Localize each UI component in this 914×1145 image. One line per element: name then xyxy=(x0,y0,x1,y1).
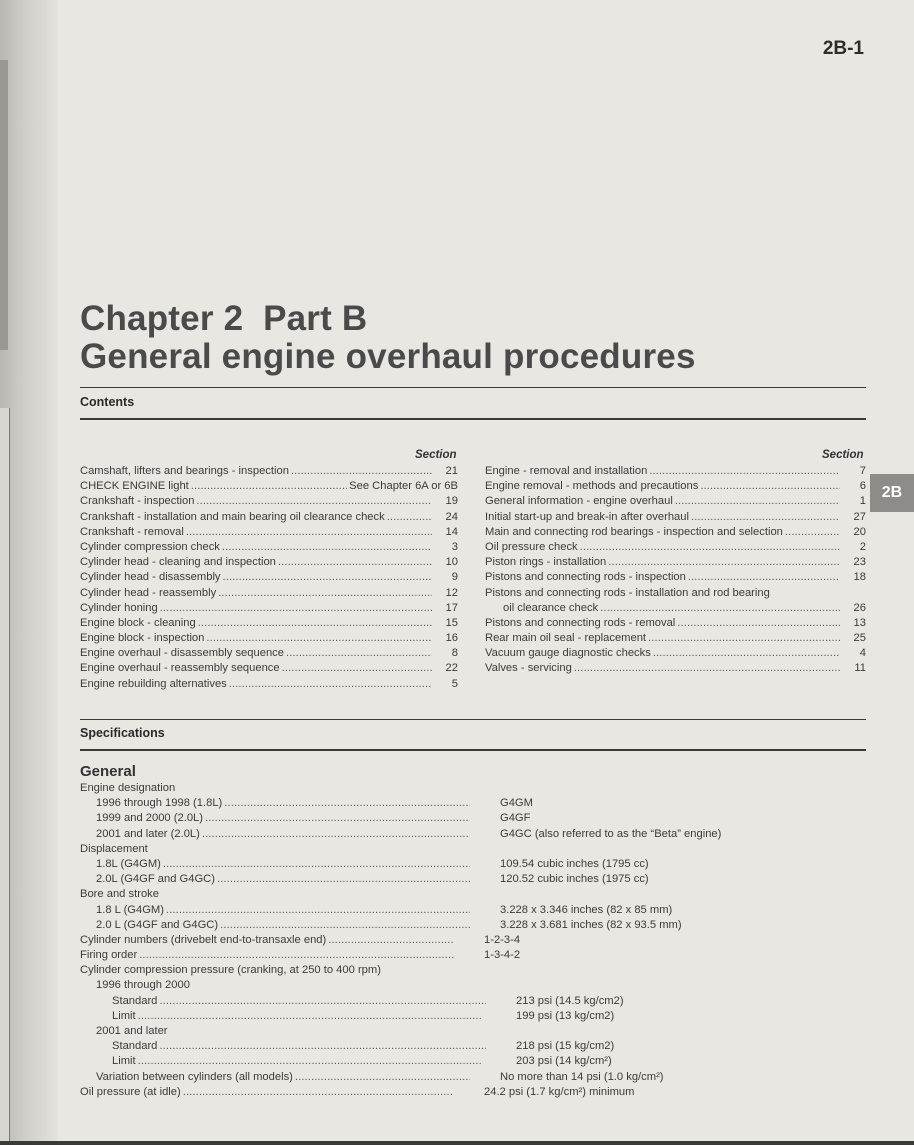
contents-entry-title: Engine block - inspection xyxy=(80,632,205,645)
dot-leader xyxy=(677,617,840,629)
contents-entry-section: 24 xyxy=(445,510,458,523)
contents-entry xyxy=(485,647,866,662)
chapter-title xyxy=(80,300,696,376)
spec-label-cell xyxy=(80,964,454,976)
spec-label: 2001 and later xyxy=(96,1025,168,1037)
facing-page-edge xyxy=(0,60,8,350)
contents-entry-section: 9 xyxy=(451,571,458,584)
dot-leader xyxy=(387,511,432,523)
spec-label: Oil pressure (at idle) xyxy=(80,1085,181,1098)
contents-list-right xyxy=(485,465,866,678)
dot-leader xyxy=(229,678,432,690)
spec-value: No more than 14 psi (1.0 kg/cm²) xyxy=(500,1070,664,1083)
contents-entry-section: 4 xyxy=(859,647,866,660)
dot-leader xyxy=(286,647,432,659)
general-heading: General xyxy=(80,763,136,780)
contents-entry-section: 19 xyxy=(445,495,458,508)
spec-value: G4GM xyxy=(500,797,533,810)
spec-label-cell xyxy=(80,797,470,809)
contents-entry xyxy=(80,511,458,526)
spec-label-cell xyxy=(80,812,470,824)
divider xyxy=(80,387,866,388)
contents-entry-section: See Chapter 6A or 6B xyxy=(349,480,458,493)
section-column-header-left: Section xyxy=(415,449,457,461)
contents-entry-title: Pistons and connecting rods - installation and rod bearing xyxy=(485,586,770,599)
chapter-side-tab: 2B xyxy=(870,474,914,512)
spec-row xyxy=(80,1071,780,1086)
contents-entry-title: Engine - removal and installation xyxy=(485,465,648,477)
contents-entry-title: Valves - servicing xyxy=(485,662,572,675)
contents-entry xyxy=(485,571,866,586)
contents-entry-title: Oil pressure check xyxy=(485,540,578,553)
dot-leader xyxy=(217,873,470,885)
dot-leader xyxy=(159,995,486,1007)
contents-entry xyxy=(80,602,458,617)
spec-label: Standard xyxy=(112,994,158,1007)
contents-entry-title: Engine rebuilding alternatives xyxy=(80,677,227,690)
contents-entry xyxy=(485,526,866,541)
dot-leader xyxy=(282,662,432,674)
spec-value: 1-3-4-2 xyxy=(484,949,521,962)
spec-label: Standard xyxy=(112,1040,158,1053)
spec-row xyxy=(80,812,780,827)
spec-label: Limit xyxy=(112,1009,136,1022)
contents-entry xyxy=(80,495,458,510)
contents-entry-section: 17 xyxy=(445,601,458,614)
section-column-header-right: Section xyxy=(822,449,864,461)
spec-row xyxy=(80,858,780,873)
contents-entry-title: Pistons and connecting rods - removal xyxy=(485,616,676,629)
contents-entry-section: 18 xyxy=(853,571,866,584)
spec-row xyxy=(80,1025,780,1040)
dot-leader xyxy=(328,934,454,946)
divider xyxy=(80,749,866,751)
dot-leader xyxy=(574,662,840,674)
contents-entry-title: Cylinder head - disassembly xyxy=(80,571,221,584)
spec-row xyxy=(80,828,780,843)
spec-value: 218 psi (15 kg/cm2) xyxy=(516,1040,615,1053)
dot-leader xyxy=(138,1010,486,1022)
spec-label-cell xyxy=(80,1071,470,1083)
dot-leader xyxy=(166,904,470,916)
divider xyxy=(80,418,866,420)
contents-entry xyxy=(485,632,866,647)
contents-entry xyxy=(485,511,866,526)
spec-label: Cylinder numbers (drivebelt end-to-transaxle end) xyxy=(80,933,327,946)
contents-entry-title: Rear main oil seal - replacement xyxy=(485,632,647,645)
spec-label-cell xyxy=(80,1055,486,1067)
spec-label: 2001 and later (2.0L) xyxy=(96,827,200,840)
spec-label: Displacement xyxy=(80,842,148,855)
spec-row xyxy=(80,934,780,949)
dot-leader xyxy=(278,556,432,568)
spec-label: Variation between cylinders (all models) xyxy=(96,1070,293,1083)
contents-entry-section: 26 xyxy=(853,601,866,614)
dot-leader xyxy=(700,480,840,492)
contents-entry xyxy=(485,587,866,602)
contents-entry-title: Engine block - cleaning xyxy=(80,616,196,629)
contents-entry-section: 23 xyxy=(853,556,866,569)
chapter-title-line2: General engine overhaul procedures xyxy=(80,337,696,376)
contents-entry-title: Crankshaft - inspection xyxy=(80,495,195,508)
dot-leader xyxy=(675,495,840,507)
contents-entry-section: 27 xyxy=(853,510,866,523)
spec-row xyxy=(80,1040,780,1055)
spec-row xyxy=(80,1086,780,1101)
spec-row xyxy=(80,995,780,1010)
spec-row xyxy=(80,797,780,812)
dot-leader xyxy=(163,858,470,870)
spec-label-cell xyxy=(80,888,454,900)
dot-leader xyxy=(186,526,432,538)
spec-label-cell xyxy=(80,828,470,840)
dot-leader xyxy=(291,465,432,477)
dot-leader xyxy=(191,480,347,492)
contents-entry-title: Crankshaft - installation and main bearing oil clearance check xyxy=(80,510,385,523)
spec-row xyxy=(80,888,780,903)
spec-label: 1999 and 2000 (2.0L) xyxy=(96,812,203,825)
dot-leader xyxy=(218,587,432,599)
contents-entry-section: 20 xyxy=(853,525,866,538)
contents-entry xyxy=(80,632,458,647)
spec-label: Engine designation xyxy=(80,782,176,794)
contents-entry-section: 6 xyxy=(859,480,866,493)
dot-leader xyxy=(785,526,840,538)
contents-entry-section: 14 xyxy=(445,525,458,538)
contents-entry-title: General information - engine overhaul xyxy=(485,495,673,508)
spec-label-cell xyxy=(80,919,470,931)
contents-entry-title: Initial start-up and break-in after overhaul xyxy=(485,510,689,523)
contents-entry xyxy=(485,541,866,556)
spec-label: 1.8 L (G4GM) xyxy=(96,903,164,916)
contents-entry-title: Piston rings - installation xyxy=(485,556,607,569)
contents-entry-section: 3 xyxy=(451,540,458,553)
contents-entry xyxy=(80,662,458,677)
spec-label: 1996 through 1998 (1.8L) xyxy=(96,797,223,810)
spec-label-cell xyxy=(80,979,470,991)
contents-entry xyxy=(80,541,458,556)
spec-row xyxy=(80,979,780,994)
spec-label-cell xyxy=(80,1010,486,1022)
dot-leader xyxy=(138,1055,486,1067)
spec-label-cell xyxy=(80,858,470,870)
contents-entry xyxy=(80,587,458,602)
spec-label-cell xyxy=(80,949,454,961)
divider xyxy=(80,719,866,720)
contents-entry-title: CHECK ENGINE light xyxy=(80,480,189,493)
contents-entry-title: Engine overhaul - reassembly sequence xyxy=(80,662,280,675)
contents-entry xyxy=(80,571,458,586)
contents-entry-section: 16 xyxy=(445,632,458,645)
contents-heading: Contents xyxy=(80,395,135,409)
contents-entry-section: 2 xyxy=(859,540,866,553)
spec-label-cell xyxy=(80,843,454,855)
spec-label-cell xyxy=(80,934,454,946)
dot-leader xyxy=(224,797,470,809)
spec-row xyxy=(80,843,780,858)
spec-label: Bore and stroke xyxy=(80,888,159,901)
contents-entry-title: oil clearance check xyxy=(503,601,599,614)
spec-row xyxy=(80,1055,780,1070)
spec-value: G4GC (also referred to as the “Beta” engine) xyxy=(500,827,722,840)
contents-entry xyxy=(485,602,866,617)
dot-leader xyxy=(295,1071,470,1083)
spec-label: Limit xyxy=(112,1055,136,1068)
contents-entry xyxy=(80,617,458,632)
contents-entry-title: Camshaft, lifters and bearings - inspection xyxy=(80,465,289,477)
dot-leader xyxy=(139,949,454,961)
dot-leader xyxy=(688,571,840,583)
spec-label: 1.8L (G4GM) xyxy=(96,857,161,870)
contents-entry-title: Engine removal - methods and precautions xyxy=(485,480,699,493)
spec-label-cell xyxy=(80,1086,454,1098)
contents-entry xyxy=(485,465,866,480)
contents-entry xyxy=(80,465,458,480)
contents-entry-title: Cylinder head - reassembly xyxy=(80,586,217,599)
contents-entry-section: 13 xyxy=(853,616,866,629)
spec-label: Cylinder compression pressure (cranking, at 250 to 400 rpm) xyxy=(80,964,381,977)
spec-value: 3.228 x 3.346 inches (82 x 85 mm) xyxy=(500,903,673,916)
dot-leader xyxy=(196,495,432,507)
spec-value: 109.54 cubic inches (1795 cc) xyxy=(500,857,649,870)
contents-entry-section: 12 xyxy=(445,586,458,599)
contents-entry-section: 21 xyxy=(445,465,458,477)
dot-leader xyxy=(205,812,470,824)
contents-entry xyxy=(80,647,458,662)
spec-label-cell xyxy=(80,782,454,794)
contents-entry-title: Vacuum gauge diagnostic checks xyxy=(485,647,651,660)
contents-entry xyxy=(485,556,866,571)
spec-label: 2.0L (G4GF and G4GC) xyxy=(96,873,215,886)
contents-entry xyxy=(80,526,458,541)
spec-label-cell xyxy=(80,1040,486,1052)
specifications-heading: Specifications xyxy=(80,726,165,740)
dot-leader xyxy=(580,541,840,553)
dot-leader xyxy=(202,828,470,840)
contents-entry-section: 7 xyxy=(859,465,866,477)
spec-value: 3.228 x 3.681 inches (82 x 93.5 mm) xyxy=(500,918,682,931)
contents-entry xyxy=(485,662,866,677)
contents-entry-title: Main and connecting rod bearings - inspection and selection xyxy=(485,525,783,538)
spec-label: 2.0 L (G4GF and G4GC) xyxy=(96,918,219,931)
contents-entry-title: Engine overhaul - disassembly sequence xyxy=(80,647,284,660)
spec-row xyxy=(80,873,780,888)
contents-entry-section: 11 xyxy=(854,662,866,675)
dot-leader xyxy=(220,919,470,931)
spec-value: 213 psi (14.5 kg/cm2) xyxy=(516,994,624,1007)
dot-leader xyxy=(198,617,432,629)
spec-value: 199 psi (13 kg/cm2) xyxy=(516,1009,615,1022)
spec-row xyxy=(80,782,780,797)
contents-entry-title: Cylinder compression check xyxy=(80,540,220,553)
contents-entry-title: Cylinder head - cleaning and inspection xyxy=(80,556,276,569)
specifications-list xyxy=(80,782,780,1101)
contents-entry xyxy=(80,556,458,571)
contents-entry xyxy=(485,617,866,632)
chapter-title-line1: Chapter 2 Part B xyxy=(80,299,368,338)
spec-row xyxy=(80,949,780,964)
dot-leader xyxy=(206,632,432,644)
contents-entry-section: 5 xyxy=(451,677,458,690)
dot-leader xyxy=(159,1040,486,1052)
contents-entry xyxy=(80,480,458,495)
dot-leader xyxy=(608,556,840,568)
dot-leader xyxy=(691,511,840,523)
spec-label: 1996 through 2000 xyxy=(96,979,190,992)
spec-label-cell xyxy=(80,904,470,916)
contents-entry xyxy=(80,678,458,693)
spec-value: 1-2-3-4 xyxy=(484,933,521,946)
dot-leader xyxy=(223,571,432,583)
dot-leader xyxy=(222,541,432,553)
spec-row xyxy=(80,1010,780,1025)
dot-leader xyxy=(183,1086,454,1098)
spec-row xyxy=(80,904,780,919)
dot-leader xyxy=(160,602,432,614)
spec-value: G4GF xyxy=(500,812,531,825)
contents-entry-section: 10 xyxy=(445,556,458,569)
contents-entry xyxy=(485,495,866,510)
spec-row xyxy=(80,964,780,979)
spec-label-cell xyxy=(80,995,486,1007)
contents-list-left xyxy=(80,465,458,693)
contents-entry-section: 22 xyxy=(445,662,458,675)
page-number: 2B-1 xyxy=(822,38,864,59)
facing-page-edge-lower xyxy=(0,408,10,1143)
spec-row xyxy=(80,919,780,934)
spec-value: 203 psi (14 kg/cm²) xyxy=(516,1055,612,1068)
contents-entry-title: Pistons and connecting rods - inspection xyxy=(485,571,686,584)
page-bottom-edge xyxy=(0,1141,914,1145)
dot-leader xyxy=(648,632,840,644)
contents-entry-title: Cylinder honing xyxy=(80,601,158,614)
contents-entry-section: 1 xyxy=(859,495,866,508)
spec-value: 120.52 cubic inches (1975 cc) xyxy=(500,873,649,886)
spec-label-cell xyxy=(80,873,470,885)
dot-leader xyxy=(600,602,840,614)
contents-entry xyxy=(485,480,866,495)
dot-leader xyxy=(653,647,840,659)
contents-entry-title: Crankshaft - removal xyxy=(80,525,184,538)
contents-entry-section: 8 xyxy=(451,647,458,660)
dot-leader xyxy=(649,465,840,477)
contents-entry-section: 25 xyxy=(853,632,866,645)
spec-label-cell xyxy=(80,1025,470,1037)
contents-entry-section: 15 xyxy=(445,616,458,629)
spec-value: 24.2 psi (1.7 kg/cm²) minimum xyxy=(484,1085,635,1098)
spec-label: Firing order xyxy=(80,949,138,962)
